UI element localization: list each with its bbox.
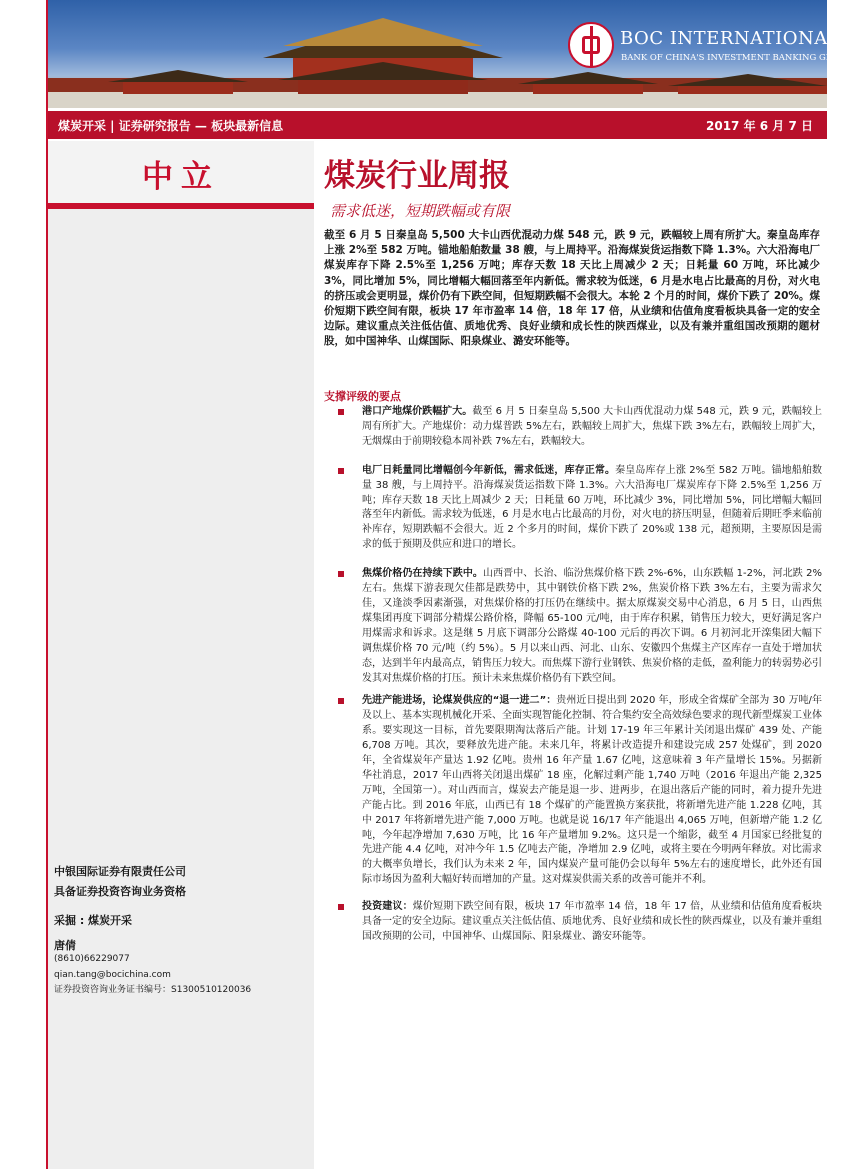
key-point-body: 秦皇岛库存上涨 2%至 582 万吨。锚地船舶数量 38 艘，与上周持平。沿海煤炭货运指数下降 1.3%。六大沿海电厂煤炭库存下降 2.5%至 1,256 万吨；库存天数 18 天比上周减少 2 天；日耗量 60 万吨，环比减少 3%，同比增加 5%，同比增幅大幅回落至年内新低。需求较为低迷，6 月是水电占比最高的月份，对火电的挤压明显，但随着后期旺季来临前补库存，短期跌幅不会很大。近 2 个多月的时间，煤价下跌了 20%或 138 元，超预期，主要原因是需求的低于预期及供应和进口的增长。 bbox=[362, 464, 822, 551]
key-points-list bbox=[330, 405, 822, 945]
org-name: 中银国际证券有限责任公司 bbox=[54, 865, 186, 878]
summary-paragraph: 截至 6 月 5 日秦皇岛 5,500 大卡山西优混动力煤 548 元，跌 9 元，跌幅较上周有所扩大。秦皇岛库存上涨 2%至 582 万吨。锚地船舶数量 38 艘，与上周持平。沿海煤炭货运指数下降 1.3%。六大沿海电厂煤炭库存下降 2.5%至 1,256 万吨；库存天数 18 天比上周减少 2 天；日耗量 60 万吨，环比减少 3%，同比增加 5%，同比增幅大幅回落至年内新低。需求较为低迷，6 月是水电占比最高的月份，对火电的挤压或会更明显，煤价仍有下跌空间，但短期跌幅不会很大。本轮 2 个月的时间，煤价下跌了 20%。煤价短期下跌空间有限，板块 17 年市盈率 14 倍，18 年 17 倍，从业绩和估值角度看板块具备一定的安全边际。建议重点关注低估值、质地优秀、良好业绩和成长性的陕西煤业，以及有兼并重组国改预期的题材股，如中国神华、山煤国际、阳泉煤业、潞安环能等。 bbox=[324, 229, 820, 348]
key-point bbox=[330, 567, 822, 686]
sidebar bbox=[48, 141, 314, 1169]
key-point-heading: 先进产能进场，论煤炭供应的“退一进二”： bbox=[362, 695, 557, 707]
key-point bbox=[330, 900, 822, 945]
analyst-contact bbox=[54, 952, 312, 999]
boc-emblem-icon bbox=[568, 22, 614, 68]
key-point-heading: 电厂日耗量同比增幅创今年新低，需求低迷，库存正常。 bbox=[362, 464, 616, 476]
report-info-bar bbox=[48, 111, 827, 139]
report-title: 煤炭行业周报 bbox=[324, 158, 510, 194]
header-banner bbox=[48, 0, 852, 108]
logo-subtitle: BANK OF CHINA'S INVESTMENT BANKING GROUP bbox=[621, 53, 852, 63]
logo-title: BOC INTERNATIONAL bbox=[620, 28, 841, 49]
report-subtitle: 需求低迷，短期跌幅或有限 bbox=[330, 202, 511, 220]
key-point bbox=[330, 405, 822, 450]
key-point-heading: 投资建议： bbox=[362, 901, 413, 913]
key-point-heading: 焦煤价格仍在持续下跌中。 bbox=[362, 568, 483, 580]
key-point-body: 煤价短期下跌空间有限，板块 17 年市盈率 14 倍，18 年 17 倍，从业绩和估值角度看板块具备一定的安全边际。建议重点关注低估值、质地优秀、良好业绩和成长性的陕西煤业，以及有兼并重组国改预期的公司，中国神华、山煤国际、阳泉煤业、潞安环能等。 bbox=[362, 901, 822, 942]
report-category: 煤炭开采 | 证券研究报告 — 板块最新信息 bbox=[58, 119, 284, 133]
analyst-phone: (8610)66229077 bbox=[54, 954, 130, 964]
key-point bbox=[330, 464, 822, 553]
key-point-body: 山西晋中、长治、临汾焦煤价格下跌 2%-6%，山东跌幅 1-2%，河北跌 2%左右。焦煤下游表现欠佳都是跌势中，其中钢铁价格下跌 2%，焦炭价格下跌 3%左右，主要为需求欠佳，又逢淡季因素渐强，对焦煤价格的打压仍在继续中。据太原煤炭交易中心消息，6 月 5 日，山西焦煤集团再度下调部分精煤公路价格，降幅 65-100 元/吨，由于库存积累，销售压力较大，更好满足客户用煤需求和诉求。这是继 5 月底下调部分公路煤 40-100 元后的再次下调。6 月初河北开滦集团大幅下调焦煤价格 70 元/吨（约 5%）。5 月以来山西、河北、山东、安徽四个焦煤主产区库存一直处于增加状态，达到半年内最高点，销售压力较大。而焦煤下游行业钢铁、焦炭价格的走低，盈利能力的转弱势必引发其对焦煤价格的打压。预计未来焦煤价格仍有下跌空间。 bbox=[362, 568, 823, 684]
analyst-license: 证券投资咨询业务证书编号：S1300510120036 bbox=[54, 985, 252, 995]
boc-international-logo bbox=[568, 22, 852, 72]
key-point-body: 截至 6 月 5 日秦皇岛 5,500 大卡山西优混动力煤 548 元，跌 9 元，跌幅较上周有所扩大。产地煤价：动力煤普跌 5%左右，跌幅较上周扩大，焦煤下跌 3%左右，跌幅较上周扩大，无烟煤由于前期较稳本周补跌 7%左右，跌幅较大。 bbox=[362, 406, 822, 447]
sector-label: 采掘 : 煤炭开采 bbox=[54, 914, 133, 927]
analyst-email[interactable]: qian.tang@bocichina.com bbox=[54, 969, 171, 980]
org-qualification: 具备证券投资咨询业务资格 bbox=[54, 885, 186, 898]
report-date: 2017 年 6 月 7 日 bbox=[706, 119, 813, 133]
section-title: 支撑评级的要点 bbox=[324, 390, 401, 403]
rating-box bbox=[48, 141, 314, 209]
analyst-name: 唐倩 bbox=[54, 939, 76, 952]
key-point-heading: 港口产地煤价跌幅扩大。 bbox=[362, 406, 473, 417]
org-info bbox=[54, 862, 304, 902]
rating-label: 中立 bbox=[142, 159, 220, 195]
key-point-body: 贵州近日提出到 2020 年，形成全省煤矿全部为 30 万吨/年及以上、基本实现机械化开采、全面实现智能化控制、符合集约安全高效绿色要求的现代新型煤炭工业体系。要实现这一目标，首先要限期淘汰落后产能。计划 17-19 年三年累计关闭退出煤矿 439 处、产能 6,708 万吨。其次，要释放先进产能。未来几年，将累计改造提升和建设完成 257 处煤矿，到 2020 年，全省煤炭年产量达 1.92 亿吨。贵州 16 年产量 1.67 亿吨，这意味着 3 年产量增长 15%。另据新华社消息，2017 年山西将关闭退出煤矿 18 座，化解过剩产能 1,740 万吨（2016 年退出产能 2,325 万吨，全国第一）。对山西而言，煤炭去产能是退一步、进两步，在退出落后产能的同时，着力提升先进产能占比。到 2016 年底，山西已有 18 个煤矿的产能置换方案获批，将新增先进产能 1.228 亿吨，其中 2017 年将新增先进产能 7,000 万吨。也就是说 16/17 年产能退出 4,065 万吨，但新增产能 1.2 亿吨，今年起净增加 7,630 万吨，比 16 年产量增加 9.2%。这只是一个缩影，截至 4 月国家已经批复的先进产能 4.4 亿吨，对冲今年 1.5 亿吨去产能，净增加 2.9 亿吨，或将主要在今明两年释放。对比需求的大概率负增长，我们认为未来 2 年，国内煤炭产量可能仍会以每年 5%左右的速度增长，此外还有国际市场因为盈利大幅好转而增加的产量。这对煤炭供需关系的改善可能并不利。 bbox=[362, 695, 822, 886]
key-point bbox=[330, 694, 822, 888]
